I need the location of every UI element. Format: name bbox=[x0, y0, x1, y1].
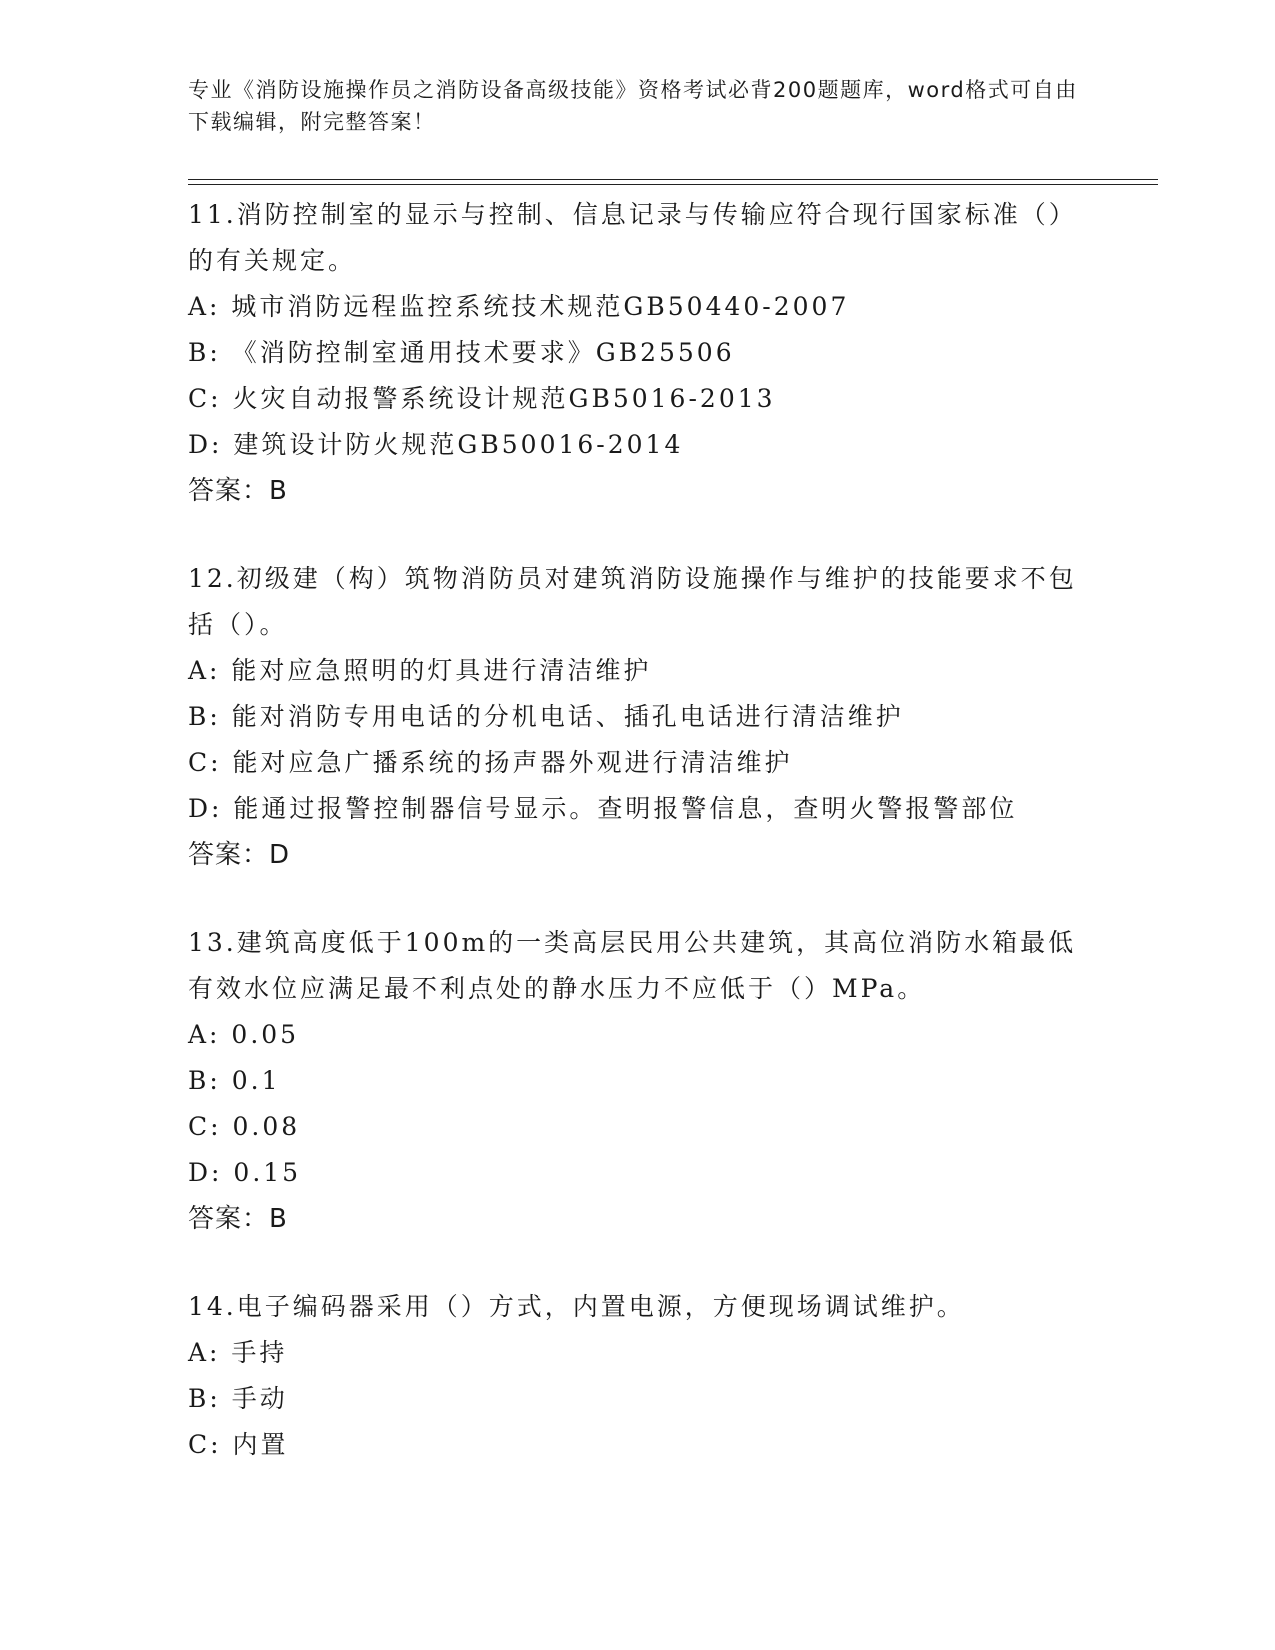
option-b: B: 《消防控制室通用技术要求》GB25506 bbox=[188, 338, 735, 367]
option-c: C: 火灾自动报警系统设计规范GB5016-2013 bbox=[188, 384, 776, 413]
answer-label: 答案：B bbox=[188, 1204, 288, 1234]
answer-label: 答案：D bbox=[188, 840, 291, 870]
option-c: C: 能对应急广播系统的扬声器外观进行清洁维护 bbox=[188, 748, 793, 777]
option-a: A: 手持 bbox=[188, 1338, 288, 1367]
option-d: D: 0.15 bbox=[188, 1158, 302, 1187]
option-c: C: 内置 bbox=[188, 1430, 289, 1459]
question-11 bbox=[188, 192, 1088, 514]
option-a: A: 能对应急照明的灯具进行清洁维护 bbox=[188, 656, 652, 685]
option-d: D: 建筑设计防火规范GB50016-2014 bbox=[188, 430, 684, 459]
document-header: 专业《消防设施操作员之消防设备高级技能》资格考试必背200题题库，word格式可自由下载编辑，附完整答案！ bbox=[188, 78, 1078, 134]
option-c: C: 0.08 bbox=[188, 1112, 301, 1141]
question-13 bbox=[188, 920, 1088, 1242]
header-divider-bottom bbox=[188, 184, 1158, 185]
question-14 bbox=[188, 1284, 1088, 1468]
option-d: D: 能通过报警控制器信号显示。查明报警信息，查明火警报警部位 bbox=[188, 794, 1018, 823]
question-stem: 11.消防控制室的显示与控制、信息记录与传输应符合现行国家标准（）的有关规定。 bbox=[188, 200, 1077, 275]
question-list bbox=[188, 192, 1088, 1510]
question-stem: 14.电子编码器采用（）方式，内置电源，方便现场调试维护。 bbox=[188, 1292, 965, 1321]
option-a: A: 0.05 bbox=[188, 1020, 300, 1049]
question-stem: 12.初级建（构）筑物消防员对建筑消防设施操作与维护的技能要求不包括（）。 bbox=[188, 564, 1077, 639]
header-divider-top bbox=[188, 179, 1158, 180]
question-12 bbox=[188, 556, 1088, 878]
option-b: B: 手动 bbox=[188, 1384, 288, 1413]
option-b: B: 0.1 bbox=[188, 1066, 281, 1095]
answer-label: 答案：B bbox=[188, 476, 288, 506]
question-stem: 13.建筑高度低于100m的一类高层民用公共建筑，其高位消防水箱最低有效水位应满足最不利点处的静水压力不应低于（）MPa。 bbox=[188, 928, 1077, 1003]
option-a: A: 城市消防远程监控系统技术规范GB50440-2007 bbox=[188, 292, 850, 321]
option-b: B: 能对消防专用电话的分机电话、插孔电话进行清洁维护 bbox=[188, 702, 904, 731]
